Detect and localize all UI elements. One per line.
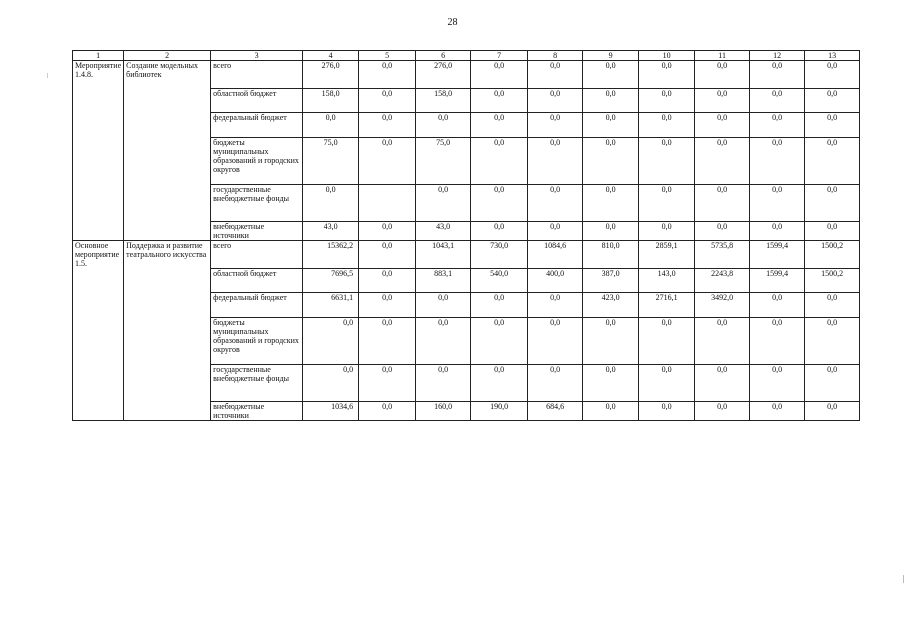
amount-cell: 43,0	[303, 222, 359, 241]
amount-cell: 276,0	[303, 61, 359, 89]
amount-cell: 0,0	[471, 61, 528, 89]
amount-cell: 1599,4	[750, 269, 805, 293]
amount-cell: 0,0	[471, 318, 528, 365]
amount-cell: 6631,1	[303, 293, 359, 318]
amount-cell: 0,0	[359, 113, 416, 138]
amount-cell: 0,0	[528, 185, 583, 222]
amount-cell: 160,0	[416, 402, 471, 421]
funding-source-cell: государственные внебюджетные фонды	[211, 365, 303, 402]
amount-cell: 0,0	[471, 293, 528, 318]
amount-cell: 0,0	[303, 185, 359, 222]
amount-cell: 0,0	[695, 222, 750, 241]
column-header: 10	[639, 51, 695, 61]
amount-cell: 0,0	[750, 365, 805, 402]
amount-cell: 143,0	[639, 269, 695, 293]
funding-source-cell: бюджеты муниципальных образований и городских округов	[211, 318, 303, 365]
amount-cell: 0,0	[583, 138, 639, 185]
amount-cell: 0,0	[416, 293, 471, 318]
funding-source-cell: всего	[211, 241, 303, 269]
amount-cell: 0,0	[639, 113, 695, 138]
amount-cell: 0,0	[750, 185, 805, 222]
amount-cell: 0,0	[805, 113, 860, 138]
amount-cell: 540,0	[471, 269, 528, 293]
amount-cell: 0,0	[471, 89, 528, 113]
amount-cell: 1043,1	[416, 241, 471, 269]
activity-code-cell: Мероприятие 1.4.8.	[73, 61, 124, 241]
amount-cell: 0,0	[359, 222, 416, 241]
amount-cell: 0,0	[750, 113, 805, 138]
amount-cell: 400,0	[528, 269, 583, 293]
amount-cell: 43,0	[416, 222, 471, 241]
amount-cell: 810,0	[583, 241, 639, 269]
amount-cell: 0,0	[471, 185, 528, 222]
amount-cell: 0,0	[639, 402, 695, 421]
amount-cell: 276,0	[416, 61, 471, 89]
amount-cell: 0,0	[639, 222, 695, 241]
funding-source-cell: всего	[211, 61, 303, 89]
amount-cell: 0,0	[359, 365, 416, 402]
amount-cell: 883,1	[416, 269, 471, 293]
amount-cell: 0,0	[471, 138, 528, 185]
amount-cell: 0,0	[583, 402, 639, 421]
activity-code-cell: Основное мероприятие 1.5.	[73, 241, 124, 421]
amount-cell: 0,0	[695, 113, 750, 138]
amount-cell: 158,0	[416, 89, 471, 113]
amount-cell: 2859,1	[639, 241, 695, 269]
scan-margin-mark	[47, 73, 48, 78]
amount-cell: 0,0	[695, 138, 750, 185]
amount-cell: 0,0	[639, 365, 695, 402]
amount-cell: 0,0	[639, 138, 695, 185]
amount-cell: 0,0	[695, 185, 750, 222]
amount-cell: 0,0	[471, 365, 528, 402]
amount-cell: 0,0	[750, 318, 805, 365]
amount-cell: 0,0	[695, 318, 750, 365]
amount-cell: 0,0	[805, 61, 860, 89]
column-header: 12	[750, 51, 805, 61]
amount-cell: 0,0	[583, 185, 639, 222]
activity-name-cell: Поддержка и развитие театрального искусства	[124, 241, 211, 421]
amount-cell: 0,0	[805, 293, 860, 318]
column-header: 13	[805, 51, 860, 61]
column-header: 3	[211, 51, 303, 61]
amount-cell: 0,0	[639, 185, 695, 222]
amount-cell: 0,0	[528, 222, 583, 241]
column-header: 7	[471, 51, 528, 61]
amount-cell: 0,0	[528, 89, 583, 113]
amount-cell: 0,0	[416, 318, 471, 365]
amount-cell: 0,0	[416, 365, 471, 402]
amount-cell: 0,0	[805, 138, 860, 185]
amount-cell: 3492,0	[695, 293, 750, 318]
amount-cell: 0,0	[750, 89, 805, 113]
amount-cell: 684,6	[528, 402, 583, 421]
amount-cell: 190,0	[471, 402, 528, 421]
amount-cell: 0,0	[359, 269, 416, 293]
funding-source-cell: федеральный бюджет	[211, 293, 303, 318]
amount-cell: 0,0	[359, 241, 416, 269]
table-row	[73, 241, 860, 269]
amount-cell: 15362,2	[303, 241, 359, 269]
activity-name-cell: Создание модельных библиотек	[124, 61, 211, 241]
funding-source-cell: федеральный бюджет	[211, 113, 303, 138]
amount-cell: 0,0	[750, 61, 805, 89]
budget-table	[72, 50, 860, 421]
column-number-row	[73, 51, 860, 61]
amount-cell: 730,0	[471, 241, 528, 269]
amount-cell: 0,0	[750, 138, 805, 185]
amount-cell: 0,0	[805, 365, 860, 402]
amount-cell: 0,0	[303, 113, 359, 138]
table-row	[73, 61, 860, 89]
amount-cell: 2716,1	[639, 293, 695, 318]
amount-cell: 0,0	[583, 89, 639, 113]
amount-cell: 0,0	[805, 89, 860, 113]
amount-cell: 1599,4	[750, 241, 805, 269]
amount-cell: 0,0	[583, 318, 639, 365]
amount-cell: 0,0	[750, 402, 805, 421]
column-header: 1	[73, 51, 124, 61]
amount-cell: 1084,6	[528, 241, 583, 269]
amount-cell: 1500,2	[805, 269, 860, 293]
amount-cell: 0,0	[695, 89, 750, 113]
amount-cell: 75,0	[303, 138, 359, 185]
column-header: 6	[416, 51, 471, 61]
funding-source-cell: областной бюджет	[211, 269, 303, 293]
amount-cell: 0,0	[359, 89, 416, 113]
column-header: 2	[124, 51, 211, 61]
page-number: 28	[447, 17, 458, 28]
amount-cell: 0,0	[359, 61, 416, 89]
amount-cell: 0,0	[471, 222, 528, 241]
amount-cell: 0,0	[583, 222, 639, 241]
amount-cell: 0,0	[359, 402, 416, 421]
amount-cell: 0,0	[695, 61, 750, 89]
amount-cell: 1500,2	[805, 241, 860, 269]
amount-cell: 0,0	[416, 185, 471, 222]
column-header: 5	[359, 51, 416, 61]
amount-cell: 0,0	[639, 89, 695, 113]
amount-cell: 7696,5	[303, 269, 359, 293]
amount-cell: 0,0	[639, 318, 695, 365]
column-header: 8	[528, 51, 583, 61]
amount-cell: 0,0	[695, 402, 750, 421]
funding-source-cell: внебюджетные источники	[211, 222, 303, 241]
scan-margin-mark	[903, 575, 904, 583]
amount-cell: 0,0	[303, 365, 359, 402]
funding-source-cell: государственные внебюджетные фонды	[211, 185, 303, 222]
amount-cell: 2243,8	[695, 269, 750, 293]
amount-cell	[359, 185, 416, 222]
amount-cell: 0,0	[303, 318, 359, 365]
amount-cell: 0,0	[359, 318, 416, 365]
amount-cell: 0,0	[359, 138, 416, 185]
amount-cell: 0,0	[528, 318, 583, 365]
amount-cell: 0,0	[639, 61, 695, 89]
amount-cell: 0,0	[528, 138, 583, 185]
amount-cell: 0,0	[750, 293, 805, 318]
amount-cell: 0,0	[528, 113, 583, 138]
amount-cell: 0,0	[805, 402, 860, 421]
amount-cell: 75,0	[416, 138, 471, 185]
amount-cell: 0,0	[583, 113, 639, 138]
amount-cell: 0,0	[583, 61, 639, 89]
amount-cell: 158,0	[303, 89, 359, 113]
amount-cell: 1034,6	[303, 402, 359, 421]
column-header: 11	[695, 51, 750, 61]
amount-cell: 5735,8	[695, 241, 750, 269]
amount-cell: 0,0	[359, 293, 416, 318]
amount-cell: 0,0	[528, 293, 583, 318]
amount-cell: 0,0	[528, 61, 583, 89]
amount-cell: 0,0	[750, 222, 805, 241]
amount-cell: 0,0	[583, 365, 639, 402]
amount-cell: 387,0	[583, 269, 639, 293]
amount-cell: 0,0	[471, 113, 528, 138]
amount-cell: 0,0	[695, 365, 750, 402]
funding-source-cell: областной бюджет	[211, 89, 303, 113]
amount-cell: 423,0	[583, 293, 639, 318]
amount-cell: 0,0	[805, 222, 860, 241]
amount-cell: 0,0	[528, 365, 583, 402]
amount-cell: 0,0	[805, 185, 860, 222]
funding-source-cell: бюджеты муниципальных образований и городских округов	[211, 138, 303, 185]
column-header: 4	[303, 51, 359, 61]
amount-cell: 0,0	[416, 113, 471, 138]
amount-cell: 0,0	[805, 318, 860, 365]
column-header: 9	[583, 51, 639, 61]
funding-source-cell: внебюджетные источники	[211, 402, 303, 421]
